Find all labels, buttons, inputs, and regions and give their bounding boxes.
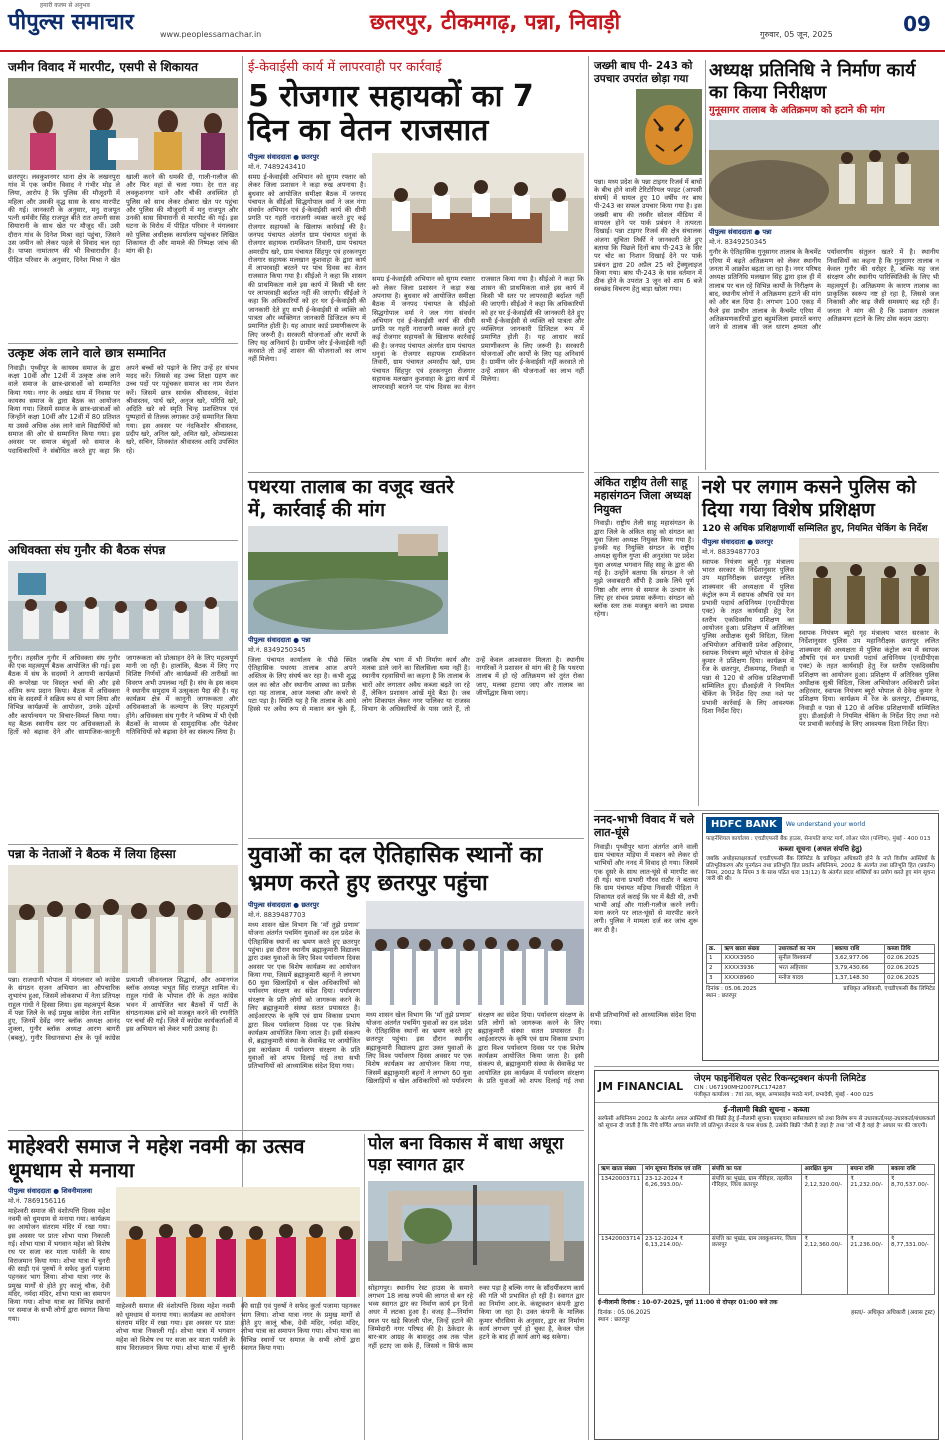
headline: उत्कृष्ट अंक लाने वाले छात्र सम्मानित xyxy=(8,346,166,360)
byline: पीपुल्स संवाददाता xyxy=(248,901,292,909)
reporter-mobile: मो.नं. 8839487703 xyxy=(702,547,760,556)
notice-place: स्थान : छतरपुर xyxy=(706,992,737,999)
logo-tagline: हमारी कलम से अनुभव xyxy=(40,2,90,9)
byline: पीपुल्स संवाददाता xyxy=(248,152,292,161)
story-body: समग्र ई-केवाईसी अभियान को सुगम रफ्तार को लेकर जिला प्रशासन ने कड़ा रुख अपनाया है। बुधवार को आयोजित समीक्षा बैठक में जनपद पंचायत के सीईओ सिद्धगोपाल वर्मा ने जल गंगा संवर्धन अभियान एवं ई-केवाईसी कार्य की धीमी प्रगति पर गहरी नाराजगी व्यक्त करते हुए कई रोजगार सहायकों के खिलाफ कार्रवाई की है। जनपद पंचायत अंतर्गत ग्राम पंचायत धनुवां के रोजगार सहायक रामकिशन तिवारी, ग्राम पंचायत अमरदीप खरे, ग्राम पंचायत सिंहपुर एवं हरकनपुरा रोजगार सहायक मलखान कुशवाहा के द्वारा कार्य में लापरवाही बरतने पर पांच दिवस का वेतन राजसात किया गया है। सीईओ ने कहा कि शासन की प्राथमिकता वाले इस कार्य में किसी भी स्तर पर लापरवाही बर्दाश्त नहीं की जाएगी। सीईओ ने कहा कि अधिकारियों को हर घर ई-केवाईसी की जानकारी देते हुए सभी ई-केवाईसी से व्यक्ति को पात्रता और व्यक्तिगत जानकारी डिजिटल रूप में प्रमाणित होती है। यह आधार कार्ड प्रमाणीकरण के लिए जरूरी है। सरकारी योजनाओं और कार्यों के लिए यह अनिवार्य है। ग्रामीण जोर ई-केवाईसी नहीं करवाते तो उन्हें शासन की योजनाओं का लाभ नहीं मिलेगा। xyxy=(248,172,366,364)
hdfc-branch: फाइनेंशियल कार्यालय : एचडीएफसी बैंक हाउस, सेनापति बापट मार्ग, लोअर परेल (पश्चिम), मुंबई - 400 013 xyxy=(706,836,931,843)
story-sisters xyxy=(594,813,698,1063)
hdfc-notice-body: जबकि अधोहस्ताक्षरकर्ता एचडीएफसी बैंक लिमिटेड के प्राधिकृत अधिकारी होने के नाते वित्तीय आस्तियों के प्रतिभूतिकरण और पुनर्गठन तथा प्रतिभूति हित प्रवर्तन अधिनियम, 2002 के अंतर्गत तथा प्रतिभूति हित (प्रवर्तन) नियम, 2002 के नियम 3 के साथ पठित धारा 13(12) के अंतर्गत प्रदत्त शक्तियों का प्रयोग करते हुए मांग सूचना जारी की थी। xyxy=(706,855,935,883)
table-row xyxy=(599,1174,935,1234)
section-rule xyxy=(8,844,238,845)
cell: मनोज यादव xyxy=(776,973,832,983)
column-rule xyxy=(698,476,699,806)
byline: पीपुल्स संवाददाता xyxy=(702,537,746,546)
story-body: सोहागपुर। स्थानीय रेस्ट हाउस के समाने लगभग 18 लाख रुपये की लागत से बन रहे भव्य स्वागत द्वार का निर्माण कार्य इन दिनों अधर में लटका हुआ है। वजह है—निर्माण स्थल पर खड़े बिजली पोल, जिन्हें हटाने की जिम्मेदारी नगर परिषद की है। ठेकेदार के बार-बार आग्रह के बावजूद अब तक पोल नहीं हटाए जा सके हैं, जिससे न सिर्फ काम रुका पड़ा है बल्कि नगर के सौंदर्यीकरण कार्य की गति भी प्रभावित हो रही है। स्वागत द्वार का निर्माण आर.के. कंस्ट्रक्शन कंपनी द्वारा किया जा रहा है। उक्त कंपनी के मालिक कुमार चौरसिया के अनुसार, द्वार का निर्माण कार्य लगभग पूर्ण हो चुका है, केवल पोल हटने के बाद ही कार्य आगे बढ़ सकेगा। xyxy=(368,1283,584,1350)
story-body-continued: स्वापक नियंत्रण ब्यूरो गृह मंत्रालय भारत सरकार के निर्देशानुसार पुलिस उप महानिरीक्षक छतरपुर ललित शाक्यवार की अध्यक्षता में पुलिस कंट्रोल रूम में स्वापक औषधि एवं मन प्रभावी पदार्थ अधिनियम (एनडीपीएस एक्ट) के तहत कार्यवाही हेतु रेंज स्तरीय एकदिवसीय प्रशिक्षण का आयोजन हुआ। प्रशिक्षण में अतिरिक्त पुलिस अधीक्षक सुश्री विदिता, जिला अभियोजन अधिकारी प्रवेश अहिरवार, स्वापक नियंत्रण ब्यूरो भोपाल से देवेन्द्र कुमार ने प्रशिक्षण दिया। कार्यक्रम में रेंज के छतरपुर, टीकमगढ़, निवाड़ी व पन्ना से 120 से अधिक प्रशिक्षणार्थी सम्मिलित हुए। डीआईजी ने नियमित चेकिंग के निर्देश दिए तथा नशे पर प्रभावी कार्रवाई के लिए आवश्यक दिशा निर्देश दिए। xyxy=(799,629,939,729)
jm-notice-body: सरफेसी अधिनियम 2002 के अंतर्गत अचल आस्तियों की बिक्री हेतु ई-नीलामी सूचना। एतद्द्वारा सर्वसाधारण को तथा विशेष रूप से उधारकर्ता/सह-उधारकर्ता/बंधककर्ता को सूचना दी जाती है कि नीचे वर्णित अचल संपत्ति जो प्रतिभूत लेनदार के पास बंधक है, उसकी बिक्री 'जैसी है जहां है' तथा 'जो भी है वहां है' आधार पर की जाएगी। xyxy=(598,1115,935,1129)
headline: 5 रोजगार सहायकों का 7 दिन का वेतन राजसात xyxy=(248,78,534,149)
cell: ₹ 21,236.00/- xyxy=(848,1234,889,1294)
cell: 3,62,977.06 xyxy=(832,954,884,964)
cell: ₹ 8,70,537.00/- xyxy=(889,1174,935,1234)
story-maheshwari: माहेश्वरी समाज ने महेश नवमी का उत्सव धूमधाम से मनाया पीपुल्स संवाददाता ● शिवनीमालवा मो.नं. 7869156116 माहेश्वरी समाज की वंशोत्पत्ति दिवस महेश नवमी को धूमधाम से मनाया गया। कार्यक्रम का आयोजन संतराम मंदिर में रखा गया। इस अवसर पर प्रातः शोभा यात्रा निकाली गई। शोभा यात्रा में भगवान महेश को विशेष रथ पर सजा कर माता पार्वती के साथ विराजमान किया गया। शोभा यात्रा में चुनरी की साड़ी एवं पुरुषों ने सफेद कुर्ता पजामा पहनकर भाग लिया। शोभा यात्रा नगर के प्रमुख मार्गों से होते हुए कालूं चौक, देवी मंदिर, नर्मदा मंदिर, शोभा यात्रा का समापन किया गया। शोभा यात्रा का विभिन्न स्थानों पर समाज के सभी लोगों द्वारा स्वागत किया गया। माहेश्वरी समाज की वंशोत्पत्ति दिवस महेश नवमी को धूमधाम से मनाया गया। कार्यक्रम का आयोजन संतराम मंदिर में रखा गया। इस अवसर पर प्रातः शोभा यात्रा निकाली गई। शोभा यात्रा में भगवान महेश को विशेष रथ पर सजा कर माता पार्वती के साथ विराजमान किया गया। शोभा यात्रा में चुनरी की साड़ी एवं पुरुषों ने सफेद कुर्ता पजामा पहनकर भाग लिया। शोभा यात्रा नगर के प्रमुख मार्गों से होते हुए कालूं चौक, देवी मंदिर, नर्मदा मंदिर, शोभा यात्रा का समापन किया गया। शोभा यात्रा का विभिन्न स्थानों पर समाज के सभी लोगों द्वारा स्वागत किया गया। xyxy=(8,1134,360,1440)
story-pond: पथरया तालाब का वजूद खतरे में, कार्रवाई की मांग पीपुल्स संवाददाता ● पन्ना मो.नं. 8349250345 जिला पंचायत कार्यालय के पीछे स्थित ऐतिहासिक पथरया तालाब आज अपने अस्तित्व के लिए संघर्ष कर रहा है। कभी शुद्ध जल का स्रोत और स्थानीय आस्था का प्रतीक रहा यह तालाब, आज मलबा और कचरे से पटा पड़ा है। स्थिति यह है कि तालाब के आधे हिस्से पर अवैध रूप से मकान बन चुके हैं, जबकि शेष भाग में भी निर्माण कार्य और मलबा डाले जाने का सिलसिला थमा नहीं है। स्थानीय रहवासियों का कहना है कि तालाब के चारों ओर लगातार अवैध कब्जा बढ़ते जा रहे हैं, लेकिन प्रशासन आंखें मूंदे बैठा है। जब लोग शिकायत लेकर नगर पालिका या राजस्व विभाग के अधिकारियों के पास जाते हैं, तो उन्हें केवल आश्वासन मिलता है। स्थानीय नागरिकों ने प्रशासन से मांग की है कि पथरया तालाब में हो रहे अतिक्रमण को तुरंत रोका जाए, मलबा हटाया जाए और तालाब का जीर्णोद्धार किया जाए। xyxy=(248,476,584,836)
kicker: ई-केवाईसी कार्य में लापरवाही पर कार्रवाई xyxy=(248,60,442,75)
headline: पथरया तालाब का वजूद खतरे में, कार्रवाई की मांग xyxy=(248,476,454,521)
dateline: छतरपुर xyxy=(755,537,773,546)
hdfc-slogan: We understand your world xyxy=(785,821,866,829)
story-body: पन्ना। राजधानी भोपाल में मंगलवार को कांग्रेस के संगठन सृजन अभियान का औपचारिक शुभारंभ हुआ, जिसमें लोकसभा में नेता प्रतिपक्ष राहुल गांधी ने हिस्सा लिया। इस महत्वपूर्ण बैठक में पन्ना जिले के कई प्रमुख कांग्रेस नेता शामिल हुए, जिनमें देवेंद्र नगर ब्लॉक अध्यक्ष आनंद शुक्ला, गुनौर ब्लॉक अध्यक्ष आरण बागरी (बबलू), गुनौर विधानसभा क्षेत्र के पूर्व कांग्रेस प्रत्याशी जीवनलाल सिद्धार्थ, और अमानगंज ब्लॉक अध्यक्ष भभुत सिंह राजपूत शामिल थे। राहुल गांधी के भोपाल दौरे के तहत कांग्रेस भवन में आयोजित चार बैठकों में पार्टी के संगठनात्मक ढांचे को मजबूत करने की रणनीति पर चर्चा की गई। जिले में कांग्रेस कार्यकर्ताओं में इस अभियान को लेकर भारी उत्साह है। xyxy=(8,975,238,1042)
table-row xyxy=(707,954,935,964)
byline: पीपुल्स संवाददाता xyxy=(248,635,292,644)
story-body: जिला पंचायत कार्यालय के पीछे स्थित ऐतिहासिक पथरया तालाब आज अपने अस्तित्व के लिए संघर्ष कर रहा है। कभी शुद्ध जल का स्रोत और स्थानीय आस्था का प्रतीक रहा यह तालाब, आज मलबा और कचरे से पटा पड़ा है। स्थिति यह है कि तालाब के आधे हिस्से पर अवैध रूप से मकान बन चुके हैं, जबकि शेष भाग में भी निर्माण कार्य और मलबा डाले जाने का सिलसिला थमा नहीं है। स्थानीय रहवासियों का कहना है कि तालाब के चारों ओर लगातार अवैध कब्जा बढ़ते जा रहे हैं, लेकिन प्रशासन आंखें मूंदे बैठा है। जब लोग शिकायत लेकर नगर पालिका या राजस्व विभाग के अधिकारियों के पास जाते हैं, तो उन्हें केवल आश्वासन मिलता है। स्थानीय नागरिकों ने प्रशासन से मांग की है कि पथरया तालाब में हो रहे अतिक्रमण को तुरंत रोका जाए, मलबा हटाया जाए और तालाब का जीर्णोद्धार किया जाए। xyxy=(248,655,584,714)
reporter-mobile: मो.नं. 8349250345 xyxy=(709,238,767,247)
jm-notice-title: ई-नीलामी बिक्री सूचना - कब्जा xyxy=(723,1104,810,1114)
reporter-mobile: मो.नं. 7489243410 xyxy=(248,162,306,171)
jm-logo: JM FINANCIAL xyxy=(598,1079,684,1093)
inspection-photo xyxy=(709,120,939,226)
section-rule xyxy=(8,343,238,344)
story-body: गुनौर। तहसील गुनौर में अधिवक्ता संघ गुनौर की एक महत्वपूर्ण बैठक आयोजित की गई। इस बैठक में संघ के सदस्यों ने आगामी कार्यक्रमों की रूपरेखा पर विस्तृत चर्चा की और इसे अंतिम रूप प्रदान किया। बैठक में अधिवक्ता संघ के सदस्यों ने सक्रिय रूप से भाग लिया और विभिन्न कार्यक्रमों के आयोजन, उनके उद्देश्यों और कार्यान्वयन पर विचार-विमर्श किया गया। यह बैठक स्थानीय स्तर पर अधिवक्ताओं के हितों को बढ़ावा देने और सामाजिक-कानूनी जागरूकता को प्रोत्साहन देने के लिए महत्वपूर्ण मानी जा रही है। हालांकि, बैठक में लिए गए विशिष्ट निर्णयों और कार्यक्रमों की तारीखों का विवरण अभी उपलब्ध नहीं है। संघ के इस कदम ने स्थानीय समुदाय में उत्सुकता पैदा की है। यह कार्यक्रम क्षेत्र में कानूनी जागरूकता और अधिवक्ताओं के कल्याण के लिए महत्वपूर्ण होंगे। अधिवक्ता संघ गुनौर ने भविष्य में भी ऐसी बैठकों के माध्यम से सामुदायिक और पेशेवर गतिविधियों को बढ़ावा देने का संकल्प लिया है। xyxy=(8,653,238,737)
pond-photo xyxy=(248,526,448,634)
cell: 02.06.2025 xyxy=(885,964,935,974)
cell: भरत अहिरवार xyxy=(776,964,832,974)
cell: 2 xyxy=(707,964,722,974)
table-row xyxy=(707,973,935,983)
table-header: बकाया राशि xyxy=(832,944,884,954)
gate-photo xyxy=(368,1181,584,1281)
table-row xyxy=(707,964,935,974)
cell: सुनील विश्वकर्मा xyxy=(776,954,832,964)
story-students xyxy=(8,346,238,536)
cell: ₹ 2,12,320.00/- xyxy=(802,1174,848,1234)
protest-photo xyxy=(8,78,238,170)
story-body-continued: मध्य शासन खेल विभाग कि ‘माँ तुझे प्रणाम’ योजना अंतर्गत पचमिंग युवाओं का दल प्रदेश के ऐतिहासिक स्थानों का भ्रमण करते हुए छतरपुर पहुंचा। इस दौरान स्थानीय ब्रह्माकुमारी विद्यालय द्वारा उक्त युवाओं के लिए विश्व पर्यावरण दिवस अवसर पर एक विशेष कार्यक्रम का आयोजन किया गया, जिसमें ब्रह्माकुमारी बहनों ने लगभग 60 युवा खिलाड़ियों व खेल अधिकारियों को पर्यावरण संरक्षण का संदेश दिया। पर्यावरण संरक्षण के प्रति लोगों को जागरूक करने के लिए ब्रह्माकुमारी संस्था सतत प्रयासरत है। आईआरएफ के कृषि एवं ग्राम विकास प्रभाग द्वारा विश्व पर्यावरण दिवस पर एक विशेष कार्यक्रम आयोजित किया जाता है। इसी संकल्प से, ब्रह्माकुमारी संस्था के सेवाकेंद्र पर आयोजित इस कार्यक्रम में पर्यावरण संरक्षण के प्रति युवाओं को शपथ दिलाई गई तथा सभी प्रतिभागियों को आध्यात्मिक संदेश दिया गया। xyxy=(366,1010,696,1085)
headline: जख्मी बाघ पी- 243 को उपचार उपरांत छोड़ा गया xyxy=(594,60,693,85)
table-header: ऋण खाता संख्या xyxy=(599,1164,643,1174)
headline: ननद-भाभी विवाद में चले लात-घूंसे xyxy=(594,813,695,840)
headline: पन्ना के नेताओं ने बैठक में लिया हिस्सा xyxy=(8,847,176,861)
story-body: स्वापक नियंत्रण ब्यूरो गृह मंत्रालय भारत सरकार के निर्देशानुसार पुलिस उप महानिरीक्षक छतरपुर ललित शाक्यवार की अध्यक्षता में पुलिस कंट्रोल रूम में स्वापक औषधि एवं मन प्रभावी पदार्थ अधिनियम (एनडीपीएस एक्ट) के तहत कार्यवाही हेतु रेंज स्तरीय एकदिवसीय प्रशिक्षण का आयोजन हुआ। प्रशिक्षण में अतिरिक्त पुलिस अधीक्षक सुश्री विदिता, जिला अभियोजन अधिकारी प्रवेश अहिरवार, स्वापक नियंत्रण ब्यूरो भोपाल से देवेन्द्र कुमार ने प्रशिक्षण दिया। कार्यक्रम में रेंज के छतरपुर, टीकमगढ़, निवाड़ी व पन्ना से 120 से अधिक प्रशिक्षणार्थी सम्मिलित हुए। डीआईजी ने नियमित चेकिंग के निर्देश दिए तथा नशे पर प्रभावी कार्रवाई के लिए आवश्यक दिशा निर्देश दिए। xyxy=(702,557,794,715)
story-body-continued: समग्र ई-केवाईसी अभियान को सुगम रफ्तार को लेकर जिला प्रशासन ने कड़ा रुख अपनाया है। बुधवार को आयोजित समीक्षा बैठक में जनपद पंचायत के सीईओ सिद्धगोपाल वर्मा ने जल गंगा संवर्धन अभियान एवं ई-केवाईसी कार्य की धीमी प्रगति पर गहरी नाराजगी व्यक्त करते हुए कई रोजगार सहायकों के खिलाफ कार्रवाई की है। जनपद पंचायत अंतर्गत ग्राम पंचायत धनुवां के रोजगार सहायक रामकिशन तिवारी, ग्राम पंचायत अमरदीप खरे, ग्राम पंचायत सिंहपुर एवं हरकनपुरा रोजगार सहायक मलखान कुशवाहा के द्वारा कार्य में लापरवाही बरतने पर पांच दिवस का वेतन राजसात किया गया है। सीईओ ने कहा कि शासन की प्राथमिकता वाले इस कार्य में किसी भी स्तर पर लापरवाही बर्दाश्त नहीं की जाएगी। सीईओ ने कहा कि अधिकारियों को हर घर ई-केवाईसी की जानकारी देते हुए सभी ई-केवाईसी से व्यक्ति को पात्रता और व्यक्तिगत जानकारी डिजिटल रूप में प्रमाणित होती है। यह आधार कार्ड प्रमाणीकरण के लिए जरूरी है। सरकारी योजनाओं और कार्यों के लिए यह अनिवार्य है। ग्रामीण जोर ई-केवाईसी नहीं करवाते तो उन्हें शासन की योजनाओं का लाभ नहीं मिलेगा। xyxy=(372,275,584,392)
headline: पोल बना विकास में बाधा अधूरा पड़ा स्वागत द्वार xyxy=(368,1134,564,1176)
cell: 23-12-2024 ₹ 6,26,393.00/- xyxy=(643,1174,710,1234)
jm-cin: CIN : U67190MH2007PLC174287 xyxy=(694,1084,787,1091)
hdfc-logo: HDFC BANK xyxy=(706,817,782,833)
section-rule xyxy=(248,838,584,839)
tiger-photo xyxy=(636,89,702,175)
cell: 02.06.2025 xyxy=(885,954,935,964)
reporter-mobile: मो.नं. 8349250345 xyxy=(248,645,306,654)
story-body: माहेश्वरी समाज की वंशोत्पत्ति दिवस महेश नवमी को धूमधाम से मनाया गया। कार्यक्रम का आयोजन संतराम मंदिर में रखा गया। इस अवसर पर प्रातः शोभा यात्रा निकाली गई। शोभा यात्रा में भगवान महेश को विशेष रथ पर सजा कर माता पार्वती के साथ विराजमान किया गया। शोभा यात्रा में चुनरी की साड़ी एवं पुरुषों ने सफेद कुर्ता पजामा पहनकर भाग लिया। शोभा यात्रा नगर के प्रमुख मार्गों से होते हुए कालूं चौक, देवी मंदिर, नर्मदा मंदिर, शोभा यात्रा का समापन किया गया। शोभा यात्रा का विभिन्न स्थानों पर समाज के सभी लोगों द्वारा स्वागत किया गया। xyxy=(8,1206,110,1323)
headline: अध्यक्ष प्रतिनिधि ने निर्माण कार्य का किया निरीक्षण xyxy=(709,60,916,103)
story-body: मध्य शासन खेल विभाग कि ‘माँ तुझे प्रणाम’ योजना अंतर्गत पचमिंग युवाओं का दल प्रदेश के ऐतिहासिक स्थानों का भ्रमण करते हुए छतरपुर पहुंचा। इस दौरान स्थानीय ब्रह्माकुमारी विद्यालय द्वारा उक्त युवाओं के लिए विश्व पर्यावरण दिवस अवसर पर एक विशेष कार्यक्रम का आयोजन किया गया, जिसमें ब्रह्माकुमारी बहनों ने लगभग 60 युवा खिलाड़ियों व खेल अधिकारियों को पर्यावरण संरक्षण का संदेश दिया। पर्यावरण संरक्षण के प्रति लोगों को जागरूक करने के लिए ब्रह्माकुमारी संस्था सतत प्रयासरत है। आईआरएफ के कृषि एवं ग्राम विकास प्रभाग द्वारा विश्व पर्यावरण दिवस पर एक विशेष कार्यक्रम आयोजित किया जाता है। इसी संकल्प से, ब्रह्माकुमारी संस्था के सेवाकेंद्र पर आयोजित इस कार्यक्रम में पर्यावरण संरक्षण के प्रति युवाओं को शपथ दिलाई गई तथा सभी प्रतिभागियों को आध्यात्मिक संदेश दिया गया। xyxy=(248,921,360,1071)
table-header: मांग सूचना दिनांक एवं राशि xyxy=(643,1164,710,1174)
cell: 1,37,148.30 xyxy=(832,973,884,983)
cell: ₹ 8,77,331.00/- xyxy=(889,1234,935,1294)
story-body: निवाड़ी। राष्ट्रीय तेली साहू महासंगठन के द्वारा जिले के अंकित साहू को संगठन का युवा जिला अध्यक्ष नियुक्त किया गया है। इनकी यह नियुक्ति संगठन के राष्ट्रीय अध्यक्ष सुनील गुप्ता की अनुशंसा पर प्रदेश युवा अध्यक्ष भगवान सिंह साहू के द्वारा की गई है। उन्होंने बताया कि संगठन ने जो मुझे जवाबदारी सौंपी है उसके लिये पूर्ण निष्ठा और लगन से समाज के उत्थान के लिए हर संभव प्रयास करूँगा। संगठन को ब्लॉक स्तर तक मजबूत बनाने का प्रयास रहेगा। xyxy=(594,519,694,619)
story-police: नशे पर लगाम कसने पुलिस को दिया गया विशेष प्रशिक्षण 120 से अधिक प्रशिक्षणार्थी सम्मिलित हुए, नियमित चेकिंग के निर्देश पीपुल्स संवाददाता ● छतरपुर मो.नं. 8839487703 स्वापक नियंत्रण ब्यूरो गृह मंत्रालय भारत सरकार के निर्देशानुसार पुलिस उप महानिरीक्षक छतरपुर ललित शाक्यवार की अध्यक्षता में पुलिस कंट्रोल रूम में स्वापक औषधि एवं मन प्रभावी पदार्थ अधिनियम (एनडीपीएस एक्ट) के तहत कार्यवाही हेतु रेंज स्तरीय एकदिवसीय प्रशिक्षण का आयोजन हुआ। प्रशिक्षण में अतिरिक्त पुलिस अधीक्षक सुश्री विदिता, जिला अभियोजन अधिकारी प्रवेश अहिरवार, स्वापक नियंत्रण ब्यूरो भोपाल से देवेन्द्र कुमार ने प्रशिक्षण दिया। कार्यक्रम में रेंज के छतरपुर, टीकमगढ़, निवाड़ी व पन्ना से 120 से अधिक प्रशिक्षणार्थी सम्मिलित हुए। डीआईजी ने नियमित चेकिंग के निर्देश दिए तथा नशे पर प्रभावी कार्रवाई के लिए आवश्यक दिशा निर्देश दिए। स्वापक नियंत्रण ब्यूरो गृह मंत्रालय भारत सरकार के निर्देशानुसार पुलिस उप महानिरीक्षक छतरपुर ललित शाक्यवार की अध्यक्षता में पुलिस कंट्रोल रूम में स्वापक औषधि एवं मन प्रभावी पदार्थ अधिनियम (एनडीपीएस एक्ट) के तहत कार्यवाही हेतु रेंज स्तरीय एकदिवसीय प्रशिक्षण का आयोजन हुआ। प्रशिक्षण में अतिरिक्त पुलिस अधीक्षक सुश्री विदिता, जिला अभियोजन अधिकारी प्रवेश अहिरवार, स्वापक नियंत्रण ब्यूरो भोपाल से देवेन्द्र कुमार ने प्रशिक्षण दिया। कार्यक्रम में रेंज के छतरपुर, टीकमगढ़, निवाड़ी व पन्ना से 120 से अधिक प्रशिक्षणार्थी सम्मिलित हुए। डीआईजी ने नियमित चेकिंग के निर्देश दिए तथा नशे पर प्रभावी कार्रवाई के लिए आवश्यक दिशा निर्देश दिए। xyxy=(702,476,939,806)
story-youth: युवाओं का दल ऐतिहासिक स्थानों का भ्रमण करते हुए छतरपुर पहुंचा पीपुल्स संवाददाता ● छतरपुर मो.नं. 8839487703 मध्य शासन खेल विभाग कि ‘माँ तुझे प्रणाम’ योजना अंतर्गत पचमिंग युवाओं का दल प्रदेश के ऐतिहासिक स्थानों का भ्रमण करते हुए छतरपुर पहुंचा। इस दौरान स्थानीय ब्रह्माकुमारी विद्यालय द्वारा उक्त युवाओं के लिए विश्व पर्यावरण दिवस अवसर पर एक विशेष कार्यक्रम का आयोजन किया गया, जिसमें ब्रह्माकुमारी बहनों ने लगभग 60 युवा खिलाड़ियों व खेल अधिकारियों को पर्यावरण संरक्षण का संदेश दिया। पर्यावरण संरक्षण के प्रति लोगों को जागरूक करने के लिए ब्रह्माकुमारी संस्था सतत प्रयासरत है। आईआरएफ के कृषि एवं ग्राम विकास प्रभाग द्वारा विश्व पर्यावरण दिवस पर एक विशेष कार्यक्रम आयोजित किया जाता है। इसी संकल्प से, ब्रह्माकुमारी संस्था के सेवाकेंद्र पर आयोजित इस कार्यक्रम में पर्यावरण संरक्षण के प्रति युवाओं को शपथ दिलाई गई तथा सभी प्रतिभागियों को आध्यात्मिक संदेश दिया गया। मध्य शासन खेल विभाग कि ‘माँ तुझे प्रणाम’ योजना अंतर्गत पचमिंग युवाओं का दल प्रदेश के ऐतिहासिक स्थानों का भ्रमण करते हुए छतरपुर पहुंचा। इस दौरान स्थानीय ब्रह्माकुमारी विद्यालय द्वारा उक्त युवाओं के लिए विश्व पर्यावरण दिवस अवसर पर एक विशेष कार्यक्रम का आयोजन किया गया, जिसमें ब्रह्माकुमारी बहनों ने लगभग 60 युवा खिलाड़ियों व खेल अधिकारियों को पर्यावरण संरक्षण का संदेश दिया। पर्यावरण संरक्षण के प्रति लोगों को जागरूक करने के लिए ब्रह्माकुमारी संस्था सतत प्रयासरत है। आईआरएफ के कृषि एवं ग्राम विकास प्रभाग द्वारा विश्व पर्यावरण दिवस पर एक विशेष कार्यक्रम आयोजित किया जाता है। इसी संकल्प से, ब्रह्माकुमारी संस्था के सेवाकेंद्र पर आयोजित इस कार्यक्रम में पर्यावरण संरक्षण के प्रति युवाओं को शपथ दिलाई गई तथा सभी प्रतिभागियों को आध्यात्मिक संदेश दिया गया। xyxy=(248,842,584,1122)
website-link[interactable]: www.peoplessamachar.in xyxy=(160,30,262,39)
story-teli xyxy=(594,476,694,806)
cell: 23-12-2024 ₹ 6,13,214.00/- xyxy=(643,1234,710,1294)
table-header: बयाना राशि xyxy=(848,1164,889,1174)
table-header: कब्जा तिथि xyxy=(885,944,935,954)
story-body-continued: माहेश्वरी समाज की वंशोत्पत्ति दिवस महेश नवमी को धूमधाम से मनाया गया। कार्यक्रम का आयोजन संतराम मंदिर में रखा गया। इस अवसर पर प्रातः शोभा यात्रा निकाली गई। शोभा यात्रा में भगवान महेश को विशेष रथ पर सजा कर माता पार्वती के साथ विराजमान किया गया। शोभा यात्रा में चुनरी की साड़ी एवं पुरुषों ने सफेद कुर्ता पजामा पहनकर भाग लिया। शोभा यात्रा नगर के प्रमुख मार्गों से होते हुए कालूं चौक, देवी मंदिर, नर्मदा मंदिर, शोभा यात्रा का समापन किया गया। शोभा यात्रा का विभिन्न स्थानों पर समाज के सभी लोगों द्वारा स्वागत किया गया। xyxy=(116,1302,360,1352)
cell: XXXX3936 xyxy=(722,964,776,974)
jm-company: जेएम फाइनेंशियल एसेट रिकन्स्ट्रक्शन कंपनी लिमिटेड xyxy=(694,1074,866,1084)
story-inspection: अध्यक्ष प्रतिनिधि ने निर्माण कार्य का किया निरीक्षण गुनूसागर तालाब के अतिक्रमण को हटाने की मांग पीपुल्स संवाददाता ● पन्ना मो.नं. 8349250345 गुनौर के ऐतिहासिक गुनूसागर तालाब के कैचमेंट एरिया में बढ़ते अतिक्रमण को लेकर स्थानीय जनता में आक्रोश बढ़ता जा रहा है। नगर परिषद अध्यक्ष प्रतिनिधि मलखान सिंह द्वारा हाल ही में तालाब पर चल रहे विभिन्न कार्यों के निरीक्षण के बाद, स्थानीय लोगों ने अतिक्रमण हटाने की मांग को और बल दिया है। लगभग 100 एकड़ में फैले इस प्राचीन तालाब के कैचमेंट एरिया में अतिक्रमणकारियों द्वारा बहुमंजिला इमारतें बनाए जाने से तालाब की जल धारण क्षमता और पर्यावरणीय संतुलन खतरे में है। स्थानीय निवासियों का कहना है कि गुनूसागर तालाब न केवल गुनौर की धरोहर है, बल्कि यह जल संरक्षण और स्थानीय पारिस्थितिकी के लिए भी महत्वपूर्ण है। अतिक्रमण के कारण तालाब का प्राकृतिक स्वरूप नष्ट हो रहा है, जिससे जल निकासी और बाढ़ जैसी समस्याएं बढ़ रही हैं। जनता ने मांग की है कि प्रशासन तत्काल अतिक्रमण हटाने के लिए ठोस कदम उठाए। xyxy=(709,60,939,470)
byline: पीपुल्स संवाददाता xyxy=(8,1186,52,1195)
section-rule xyxy=(248,472,584,473)
story-advocates xyxy=(8,543,238,841)
reporter-mobile: मो.नं. 8839487703 xyxy=(248,911,306,920)
meeting-photo xyxy=(372,153,584,273)
subheadline: 120 से अधिक प्रशिक्षणार्थी सम्मिलित हुए, नियमित चेकिंग के निर्देश xyxy=(702,523,928,534)
training-photo xyxy=(799,538,939,624)
signatory: प्राधिकृत अधिकारी, एचडीएफसी बैंक लिमिटेड xyxy=(843,985,935,992)
story-pole xyxy=(368,1134,584,1440)
byline: पीपुल्स संवाददाता xyxy=(709,228,753,237)
jm-address: पंजीकृत कार्यालय : 7वां तल, क्यूब, अप्पासाहेब मराठे मार्ग, प्रभादेवी, मुंबई - 400 025 xyxy=(694,1091,874,1098)
headline: अंकित राष्ट्रीय तेली साहू महासंगठन जिला अध्यक्ष नियुक्त xyxy=(594,476,692,516)
dateline: छतरपुर xyxy=(301,152,319,161)
story-tiger xyxy=(594,60,702,465)
section-rule xyxy=(594,810,939,811)
story-panna-leaders xyxy=(8,847,238,1127)
hdfc-notice-ad xyxy=(702,813,939,1061)
story-body: पन्ना। मध्य प्रदेश के पन्ना टाइगर रिजर्व में बाघों के बीच होने वाली टेरिटोरियल फाइट (आपसी संघर्ष) में घायल हुए 10 वर्षीय नर बाघ पी-243 का सफल उपचार किया गया है। इस जख्मी बाघ की तस्वीर सोशल मीडिया में वायरल होने पर पार्क प्रबंधन ने तत्परता दिखाई। पन्ना टाइगर रिजर्व की क्षेत्र संचालक अंजना सुचिता तिर्की ने जानकारी देते हुए बताया कि पिछले दिनों बाघ पी-243 के सिर पर चोट का निशान दिखाई देने पर पार्क प्रबंधन द्वारा 20 अप्रैल 25 को ट्रेंक्युलाइज किया गया। बाघ पी-243 के घाव वर्तमान में ठीक होने के उपरांत 3 जून को शाम 6 बजे स्वच्छंद विचरण हेतु बाड़ा खोला गया। xyxy=(594,177,702,294)
reporter-mobile: मो.नं. 7869156116 xyxy=(8,1196,66,1205)
table-header: आरक्षित मूल्य xyxy=(802,1164,848,1174)
column-rule xyxy=(364,1134,365,1440)
dateline: पन्ना xyxy=(301,635,311,644)
section-rule xyxy=(594,1066,939,1067)
column-rule xyxy=(588,56,589,1440)
cell: 3 xyxy=(707,973,722,983)
story-land-dispute xyxy=(8,60,238,340)
cell: संपत्ति का भूखंड, ग्राम लवकुशनगर, जिला छतरपुर xyxy=(709,1234,802,1294)
table-header: संपत्ति का पता xyxy=(709,1164,802,1174)
story-body: गुनौर के ऐतिहासिक गुनूसागर तालाब के कैचमेंट एरिया में बढ़ते अतिक्रमण को लेकर स्थानीय जनता में आक्रोश बढ़ता जा रहा है। नगर परिषद अध्यक्ष प्रतिनिधि मलखान सिंह द्वारा हाल ही में तालाब पर चल रहे विभिन्न कार्यों के निरीक्षण के बाद, स्थानीय लोगों ने अतिक्रमण हटाने की मांग को और बल दिया है। लगभग 100 एकड़ में फैले इस प्राचीन तालाब के कैचमेंट एरिया में अतिक्रमणकारियों द्वारा बहुमंजिला इमारतें बनाए जाने से तालाब की जल धारण क्षमता और पर्यावरणीय संतुलन खतरे में है। स्थानीय निवासियों का कहना है कि गुनूसागर तालाब न केवल गुनौर की धरोहर है, बल्कि यह जल संरक्षण और स्थानीय पारिस्थितिकी के लिए भी महत्वपूर्ण है। अतिक्रमण के कारण तालाब का प्राकृतिक स्वरूप नष्ट हो रहा है, जिससे जल निकासी और बाढ़ जैसी समस्याएं बढ़ रही हैं। जनता ने मांग की है कि प्रशासन तत्काल अतिक्रमण हटाने के लिए ठोस कदम उठाए। xyxy=(709,248,939,332)
section-rule xyxy=(8,540,238,541)
cell: 3,79,430.66 xyxy=(832,964,884,974)
headline: जमीन विवाद में मारपीट, एसपी से शिकायत xyxy=(8,60,198,74)
dateline: छतरपुर xyxy=(301,901,319,909)
section-rule xyxy=(8,1130,584,1131)
page-number: 09 xyxy=(903,12,931,36)
headline: नशे पर लगाम कसने पुलिस को दिया गया विशेष प्रशिक्षण xyxy=(702,476,916,521)
masthead xyxy=(0,0,945,52)
cell: 02.06.2025 xyxy=(885,973,935,983)
subheadline: गुनूसागर तालाब के अतिक्रमण को हटाने की मांग xyxy=(709,105,885,117)
table-header: क्र. xyxy=(707,944,722,954)
jm-table xyxy=(598,1164,935,1295)
leaders-photo xyxy=(8,865,238,973)
meeting-photo xyxy=(8,561,238,651)
table-header: उधारकर्ता का नाम xyxy=(776,944,832,954)
jm-financial-notice-ad xyxy=(594,1070,939,1440)
auction-date: ई-नीलामी दिनांक : 10-07-2025, पूर्वा 11:00 से दोपहर 01:00 बजे तक xyxy=(598,1298,778,1306)
hdfc-notice-title: कब्जा सूचना (अचल संपत्ति हेतु) xyxy=(778,845,863,853)
table-header: बकाया राशि xyxy=(889,1164,935,1174)
story-body: छतरपुर। लवकुशनगर थाना क्षेत्र के लखनपुरा गांव में एक जमीन विवाद ने गंभीर मोड़ ले लिया, आरोप है कि पुलिस की मौजूदगी में महिला और उसकी वृद्ध सास के साथ मारपीट की गई। जानकारी के अनुसार, मनु राजपूत पत्नी धर्मवीर सिंह राजपूत बीते रात अपनी सास सियारानी के साथ खेत पर मौजूद थीं। उसी दौरान गांव के दिनेश मिश्रा वहां पहुंचा, जिसने उस जमीन को लेकर पहले से विवाद चल रहा है। पाप्सा नामांतरण की भी विचाराधीन है। पीड़ित परिवार के अनुसार, दिनेश मिश्रा ने खेत खाली करने की धमकी दी, गाली-गलौज की और फिर वहां से चला गया। देर रात वह लवकुशनगर थाने और चौकी अवस्थित हो पुलिस को साथ लेकर दोबारा खेत पर पहुंचा और पुलिस की मौजूदगी में मनु राजपूत और उनकी सास सियारानी से मारपीट की गई। इस घटना के विरोध में पीड़ित परिवार ने मंगलवार को पुलिस अधीक्षक कार्यालय पहुंचकर लिखित शिकायत दी और मामले की निष्पक्ष जांच की मांग की है। xyxy=(8,172,238,264)
cell: XXXX3950 xyxy=(722,954,776,964)
dateline: शिवनीमालवा xyxy=(61,1186,93,1195)
issue-date: गुरुवार, 05 जून, 2025 xyxy=(760,30,833,39)
notice-place: स्थान : छतरपुर xyxy=(598,1316,630,1323)
signatory: हस्ता/- अधिकृत अधिकारी (अवास ट्रस्ट) xyxy=(851,1309,935,1316)
celebration-photo xyxy=(116,1187,360,1297)
cell: ₹ 21,232.00/- xyxy=(848,1174,889,1234)
cell: 1 xyxy=(707,954,722,964)
section-rule xyxy=(594,472,939,473)
headline: युवाओं का दल ऐतिहासिक स्थानों का भ्रमण करते हुए छतरपुर पहुंचा xyxy=(248,843,543,896)
dateline: पन्ना xyxy=(762,228,772,237)
cell: संपत्ति का भूखंड, ग्राम गौरिहार, तहसील गौरिहार, जिला छतरपुर xyxy=(709,1174,802,1234)
youth-group-photo xyxy=(366,901,584,1005)
column-rule xyxy=(705,60,706,470)
table-row xyxy=(599,1234,935,1294)
cell: 13420003714 xyxy=(599,1234,643,1294)
headline: माहेश्वरी समाज ने महेश नवमी का उत्सव धूमधाम से मनाया xyxy=(8,1134,305,1183)
headline: अधिवक्ता संघ गुनौर की बैठक संपन्न xyxy=(8,543,166,557)
story-body: निवाड़ी। पृथ्वीपुर के कायस्थ समाज के द्वारा कक्षा 10वीं और 12वीं में उत्कृष्ट अंक लाने वाले समाज के छात्र-छात्राओं को सम्मानित किया गया। नगर के अखंड धाम में निवास पर कायस्थ समाज के द्वारा बैठक का आयोजन किया गया। जिसमें समाज के छात्र-छात्राओं को जिन्होंने कक्षा 10वीं और 12वीं में 80 प्रतिशत या उससे अधिक अंक लाने वाले विद्यार्थियों को समाज की ओर से सम्मानित किया गया। इस अवसर पर समाज बंधुओं को समाज के पदाधिकारियों ने संबोधित करते हुए कहा कि अपने बच्चों को पढ़ाने के लिए उन्हें हर संभव मदद करें। जिससे वह उच्च शिक्षा ग्रहण कर उच्च पदों पर पहुंचकर समाज का नाम रोशन करें। जिसमें छात्र सार्थक श्रीवास्तव, वेदांश श्रीवास्तव, पार्थ खरे, अनुज खरे, परिधि खरे, अदिति खरे को स्मृति चिन्ह प्रशस्तिपत्र एवं पुष्पहारों से तिलक लगाकर उन्हें सम्मानित किया गया। इस अवसर पर नंदकिशोर श्रीवास्तव, प्रदीप खरे, अनिल खरे, अमित खरे, ओमप्रकाश खरे, सचिन, शिवकांत श्रीवास्तव आदि उपस्थित रहे। xyxy=(8,363,238,455)
table-header: ऋण खाता संख्या xyxy=(722,944,776,954)
cell: XXXX8960 xyxy=(722,973,776,983)
notice-date: दिनांक : 05.06.2025 xyxy=(706,985,757,992)
story-ekyc: ई-केवाईसी कार्य में लापरवाही पर कार्रवाई 5 रोजगार सहायकों का 7 दिन का वेतन राजसात पीपुल्स संवाददाता ● छतरपुर मो.नं. 7489243410 समग्र ई-केवाईसी अभियान को सुगम रफ्तार को लेकर जिला प्रशासन ने कड़ा रुख अपनाया है। बुधवार को आयोजित समीक्षा बैठक में जनपद पंचायत के सीईओ सिद्धगोपाल वर्मा ने जल गंगा संवर्धन अभियान एवं ई-केवाईसी कार्य की धीमी प्रगति पर गहरी नाराजगी व्यक्त करते हुए कई रोजगार सहायकों के खिलाफ कार्रवाई की है। जनपद पंचायत अंतर्गत ग्राम पंचायत धनुवां के रोजगार सहायक रामकिशन तिवारी, ग्राम पंचायत अमरदीप खरे, ग्राम पंचायत सिंहपुर एवं हरकनपुरा रोजगार सहायक मलखान कुशवाहा के द्वारा कार्य में लापरवाही बरतने पर पांच दिवस का वेतन राजसात किया गया है। सीईओ ने कहा कि शासन की प्राथमिकता वाले इस कार्य में किसी भी स्तर पर लापरवाही बर्दाश्त नहीं की जाएगी। सीईओ ने कहा कि अधिकारियों को हर घर ई-केवाईसी की जानकारी देते हुए सभी ई-केवाईसी से व्यक्ति को पात्रता और व्यक्तिगत जानकारी डिजिटल रूप में प्रमाणित होती है। यह आधार कार्ड प्रमाणीकरण के लिए जरूरी है। सरकारी योजनाओं और कार्यों के लिए यह अनिवार्य है। ग्रामीण जोर ई-केवाईसी नहीं करवाते तो उन्हें शासन की योजनाओं का लाभ नहीं मिलेगा। समग्र ई-केवाईसी अभियान को सुगम रफ्तार को लेकर जिला प्रशासन ने कड़ा रुख अपनाया है। बुधवार को आयोजित समीक्षा बैठक में जनपद पंचायत के सीईओ सिद्धगोपाल वर्मा ने जल गंगा संवर्धन अभियान एवं ई-केवाईसी कार्य की धीमी प्रगति पर गहरी नाराजगी व्यक्त करते हुए कई रोजगार सहायकों के खिलाफ कार्रवाई की है। जनपद पंचायत अंतर्गत ग्राम पंचायत धनुवां के रोजगार सहायक रामकिशन तिवारी, ग्राम पंचायत अमरदीप खरे, ग्राम पंचायत सिंहपुर एवं हरकनपुरा रोजगार सहायक मलखान कुशवाहा के द्वारा कार्य में लापरवाही बरतने पर पांच दिवस का वेतन राजसात किया गया है। सीईओ ने कहा कि शासन की प्राथमिकता वाले इस कार्य में किसी भी स्तर पर लापरवाही बर्दाश्त नहीं की जाएगी। सीईओ ने कहा कि अधिकारियों को हर घर ई-केवाईसी की जानकारी देते हुए सभी ई-केवाईसी से व्यक्ति को पात्रता और व्यक्तिगत जानकारी डिजिटल रूप में प्रमाणित होती है। यह आधार कार्ड प्रमाणीकरण के लिए जरूरी है। सरकारी योजनाओं और कार्यों के लिए यह अनिवार्य है। ग्रामीण जोर ई-केवाईसी नहीं करवाते तो उन्हें शासन की योजनाओं का लाभ नहीं मिलेगा। xyxy=(248,60,584,468)
hdfc-table xyxy=(706,944,935,984)
story-body: निवाड़ी। पृथ्वीपुर थाना अंतर्गत आने वाली ग्राम पंचायत मड़िया में मकान को लेकर दो भाभियों और ननद में विवाद हो गया। जिसमें एक दूसरे के साथ लात-घूंसे से मारपीट कर दी गई। थाना प्रभारी गौरव राठौर ने बताया कि ग्राम पंचायत मड़िया निवासी पीड़िता ने शिकायत दर्ज कराई कि घर में बैठी थी, तभी भाभी आई और गाली-गलौज करने लगी। मना करने पर लात-घूंसों से मारपीट करने लगी। पुलिस ने मामला दर्ज कर जांच शुरू कर दी है। xyxy=(594,842,698,934)
cell: 13420003711 xyxy=(599,1174,643,1234)
newspaper-logo: पीपुल्स समाचार xyxy=(8,10,134,35)
notice-date: दिनांक : 05.06.2025 xyxy=(598,1309,651,1316)
region-title: छतरपुर, टीकमगढ़, पन्ना, निवाड़ी xyxy=(369,10,621,34)
cell: ₹ 2,12,360.00/- xyxy=(802,1234,848,1294)
